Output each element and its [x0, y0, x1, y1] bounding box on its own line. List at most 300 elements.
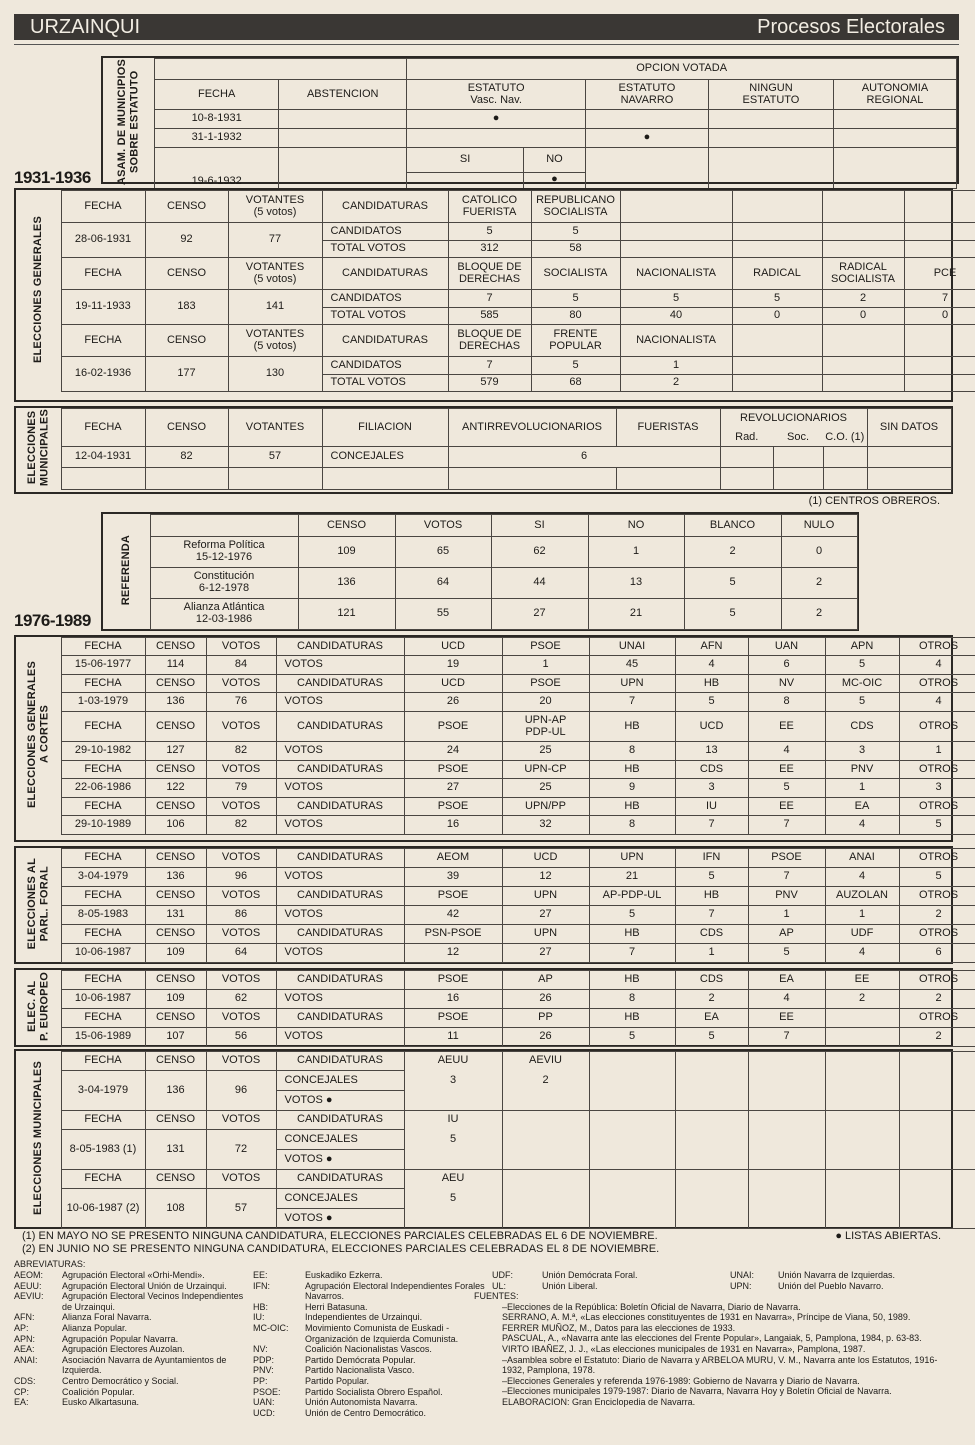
- elecciones-municipales-table: [14, 1049, 953, 1229]
- gen-1933-candidatos: [16, 290, 975, 308]
- col-header-candidaturas: CANDIDATURAS: [276, 1111, 404, 1130]
- asamblea-row-header: [103, 80, 957, 110]
- empty-cell: [589, 1170, 675, 1189]
- abbreviation-entry: [14, 1312, 244, 1323]
- empty-cell: [748, 1071, 825, 1091]
- referendum-name: Reforma Política 15-12-1976: [150, 537, 298, 568]
- table-row: [16, 191, 975, 223]
- empty-cell: [675, 1189, 748, 1209]
- empty-cell: [620, 191, 732, 223]
- empty-cell: [585, 148, 708, 189]
- votos-total-value: 96: [206, 1071, 276, 1111]
- empty-cell: [823, 468, 867, 489]
- empty-cell: [732, 325, 822, 357]
- col-header-censo: CENSO: [145, 887, 206, 906]
- empty-cell: [720, 446, 773, 467]
- party-header: HB: [589, 712, 675, 742]
- abbreviation-key: PDP:: [253, 1354, 275, 1365]
- note-1: (1) EN MAYO NO SE PRESENTO NINGUNA CANDIDATURA, ELECCIONES PARCIALES CELEBRADAS EL 6 DE NOVIEMBRE.: [22, 1230, 658, 1242]
- empty-cell: [899, 1052, 975, 1071]
- col-header-votos: VOTOS: [206, 925, 276, 944]
- party-votes-value: 3: [899, 779, 975, 798]
- party-header: PSOE: [404, 971, 502, 990]
- party-header: PSOE: [404, 798, 502, 816]
- abbreviation-value: Movimiento Comunista de Euskadi - Organización de Izquierda Comunista.: [305, 1322, 459, 1344]
- empty-cell: [823, 446, 867, 467]
- votos-value: 0: [904, 308, 975, 325]
- empty-cell: [904, 375, 975, 392]
- generales-1931-side-label-text: ELECCIONES GENERALES: [31, 215, 44, 363]
- votos-total-value: 62: [206, 990, 276, 1009]
- col-header-votos: VOTOS: [206, 712, 276, 742]
- empty-cell: [404, 1209, 502, 1229]
- party-votes-value: 2: [899, 1028, 975, 1047]
- votos-label: VOTOS: [276, 868, 404, 887]
- col-header-votantes: VOTANTES (5 votos): [228, 258, 322, 290]
- empty-cell: [620, 241, 732, 258]
- party-votes-value: 7: [748, 816, 825, 835]
- period-1976-1989: 1976-1989: [14, 611, 91, 630]
- party-header: PCE: [904, 258, 975, 290]
- empty-cell: [589, 1091, 675, 1111]
- referendum-row-1: [103, 568, 857, 599]
- party-votes-value: 39: [404, 868, 502, 887]
- party-header: PSN-PSOE: [404, 925, 502, 944]
- abbreviation-entry: [253, 1365, 493, 1376]
- abbreviations-col-3: [492, 1270, 722, 1291]
- empty-cell: [589, 1150, 675, 1170]
- party-header: RADICAL SOCIALISTA: [822, 258, 904, 290]
- party-header: PSOE: [748, 849, 825, 868]
- abbreviation-value: Eusko Alkartasuna.: [62, 1397, 140, 1408]
- foral-side-label: [16, 849, 61, 963]
- empty-cell: [899, 1071, 975, 1091]
- empty-cell: [407, 172, 524, 188]
- party-votes-value: 7: [675, 816, 748, 835]
- party-votes-value: 26: [404, 693, 502, 712]
- empty-cell: [899, 1189, 975, 1209]
- party-votes-value: 4: [825, 868, 899, 887]
- censo-value: 109: [145, 944, 206, 963]
- fuente-entry: ELABORACION: Gran Enciclopedia de Navarra.: [502, 1396, 696, 1407]
- mun31-row: [16, 446, 951, 467]
- party-header: NV: [748, 675, 825, 693]
- party-header: PNV: [748, 887, 825, 906]
- party-votes-value: 4: [825, 816, 899, 835]
- cortes-side-label-header-0: [16, 638, 975, 656]
- col-header-votos: VOTOS: [206, 849, 276, 868]
- party-votes-value: 16: [404, 990, 502, 1009]
- votos-open-lists-label: VOTOS ●: [276, 1150, 404, 1170]
- empty-cell: [773, 468, 823, 489]
- party-header: PP: [502, 1009, 589, 1028]
- censo-value: 136: [145, 868, 206, 887]
- col-header-censo: CENSO: [145, 1009, 206, 1028]
- gen-1936-candidatos: [16, 357, 975, 375]
- col-header-candidaturas: CANDIDATURAS: [276, 849, 404, 868]
- abbreviation-entry: [492, 1270, 722, 1281]
- votos-label: VOTOS: [276, 1028, 404, 1047]
- party-header: OTROS: [899, 761, 975, 779]
- party-header: AEVIU: [502, 1052, 589, 1071]
- empty-cell: [904, 223, 975, 241]
- col-header-autonomia-regional: AUTONOMIA REGIONAL: [833, 80, 956, 110]
- votos-label: VOTOS: [276, 906, 404, 925]
- europeo-side-label-header-1: [16, 1009, 975, 1028]
- empty-cell: [279, 129, 407, 148]
- party-header: HB: [589, 925, 675, 944]
- abbreviation-value: Agrupación Electores Auzolan.: [62, 1344, 185, 1355]
- concejales-value: 5: [404, 1189, 502, 1209]
- party-header: EE: [748, 798, 825, 816]
- party-votes-value: 9: [589, 779, 675, 798]
- col-header-candidaturas: CANDIDATURAS: [276, 925, 404, 944]
- empty-cell: [732, 375, 822, 392]
- party-header: OTROS: [899, 887, 975, 906]
- cortes-side-label-header-3: [16, 761, 975, 779]
- party-header: OTROS: [899, 798, 975, 816]
- col-header-fecha: FECHA: [61, 798, 145, 816]
- mun-concejales-2: [16, 1189, 975, 1209]
- concejales-value: 5: [404, 1130, 502, 1150]
- empty-cell: [825, 1209, 899, 1229]
- empty-cell: [899, 1209, 975, 1229]
- abbreviation-key: CP:: [14, 1386, 30, 1397]
- party-votes-value: 1: [825, 906, 899, 925]
- col-header-votos: VOTOS: [206, 1111, 276, 1130]
- abbreviation-value: Agrupación Popular Navarra.: [62, 1333, 179, 1344]
- votos-value: 2: [620, 375, 732, 392]
- col-header-candidaturas: CANDIDATURAS: [276, 887, 404, 906]
- votos-open-lists-label: VOTOS ●: [276, 1091, 404, 1111]
- empty-cell: [748, 1150, 825, 1170]
- abbreviation-key: HB:: [253, 1301, 269, 1312]
- censo-value: 107: [145, 1028, 206, 1047]
- note-listas-abiertas: ● LISTAS ABIERTAS.: [835, 1230, 941, 1242]
- empty-cell: [502, 1209, 589, 1229]
- date-cell: 31-1-1932: [155, 129, 279, 148]
- abbreviation-value: Euskadiko Ezkerra.: [305, 1270, 383, 1280]
- empty-cell: [825, 1052, 899, 1071]
- censo-value: 177: [145, 357, 228, 392]
- empty-cell: [904, 191, 975, 223]
- abbreviation-value: Agrupación Electoral Unión de Urzainqui.: [62, 1280, 227, 1291]
- abbreviation-entry: [253, 1376, 493, 1387]
- europeo-side-label-header-0: [16, 971, 975, 990]
- party-votes-value: 26: [502, 1028, 589, 1047]
- fuente-entry: –Elecciones municipales 1979-1987: Diario de Navarra, Navarra Hoy y Boletín Oficial de Navarra.: [502, 1386, 892, 1397]
- party-header: HB: [589, 761, 675, 779]
- footnote-centros-obreros: (1) CENTROS OBREROS.: [808, 495, 940, 507]
- empty-cell: [748, 1209, 825, 1229]
- abbreviation-entry: [14, 1334, 244, 1345]
- foral-side-label-values-2: [16, 944, 975, 963]
- fuentes-section: [474, 1291, 959, 1408]
- cortes-side-label-values-4: [16, 816, 975, 835]
- empty-cell: [585, 110, 708, 129]
- party-header: APN: [825, 638, 899, 656]
- empty-cell: [899, 1111, 975, 1130]
- party-votes-value: 4: [899, 693, 975, 712]
- table-row: [103, 515, 857, 537]
- col-header-votos: VOTOS: [206, 798, 276, 816]
- party-header: CDS: [675, 971, 748, 990]
- candidatos-value: 7: [448, 357, 531, 375]
- abbreviation-entry: [14, 1291, 244, 1312]
- party-header: REPUBLICANO SOCIALISTA: [531, 191, 620, 223]
- party-header: AP: [502, 971, 589, 990]
- candidatos-label: CANDIDATOS: [322, 290, 448, 308]
- total-votos-label: TOTAL VOTOS: [322, 375, 448, 392]
- party-votes-value: 5: [748, 944, 825, 963]
- asamblea-row-3: [103, 148, 957, 173]
- abbreviations-section: [14, 1259, 959, 1439]
- mun-header-0: [16, 1052, 975, 1071]
- party-header: AUZOLAN: [825, 887, 899, 906]
- municipales-side-label-text: ELECCIONES MUNICIPALES: [31, 1061, 44, 1216]
- party-votes-value: 5: [748, 779, 825, 798]
- empty-cell: [675, 1209, 748, 1229]
- abbreviation-value: Alianza Popular.: [62, 1322, 128, 1333]
- empty-cell: [732, 357, 822, 375]
- cortes-side-label-header-1: [16, 675, 975, 693]
- col-header-candidaturas: CANDIDATURAS: [276, 1052, 404, 1071]
- party-votes-value: 5: [899, 868, 975, 887]
- col-header-candidaturas: CANDIDATURAS: [322, 325, 448, 357]
- cortes-side-label-values-1: [16, 693, 975, 712]
- abbreviation-value: Agrupación Electoral «Orhi-Mendi».: [62, 1270, 205, 1280]
- referendum-value: 0: [781, 537, 857, 568]
- filiacion-value: CONCEJALES: [322, 446, 448, 467]
- col-header-fecha: FECHA: [61, 761, 145, 779]
- fuente-entry: –Asamblea sobre el Estatuto: Diario de Navarra y ARBELOA MURU, V. M., Navarra ante los Estatutos, 1916-1932, Pamplona, 1978.: [502, 1354, 938, 1376]
- empty-cell: [833, 148, 956, 189]
- votos-label: VOTOS: [276, 944, 404, 963]
- col-header-candidaturas: CANDIDATURAS: [276, 1009, 404, 1028]
- abbreviations-col-4: [730, 1270, 959, 1291]
- abbreviation-key: UPN:: [730, 1280, 752, 1291]
- empty-cell: [708, 148, 833, 189]
- party-header: PSOE: [502, 675, 589, 693]
- candidatos-value: 5: [620, 290, 732, 308]
- europeo-side-label-values-1: [16, 1028, 975, 1047]
- votos-value: 585: [448, 308, 531, 325]
- party-header: UPN-AP PDP-UL: [502, 712, 589, 742]
- empty-cell: [589, 1111, 675, 1130]
- party-votes-value: 2: [825, 990, 899, 1009]
- votos-total-value: 82: [206, 742, 276, 761]
- abbreviation-value: Herri Batasuna.: [305, 1301, 368, 1312]
- abbreviation-value: Alianza Foral Navarra.: [62, 1312, 152, 1323]
- censo-value: 131: [145, 1130, 206, 1170]
- empty-cell: [145, 468, 228, 489]
- party-header: PSOE: [404, 887, 502, 906]
- party-header: UPN: [502, 887, 589, 906]
- empty-cell: [825, 1091, 899, 1111]
- abbreviation-key: EA:: [14, 1397, 29, 1408]
- empty-cell: [822, 325, 904, 357]
- party-votes-value: 24: [404, 742, 502, 761]
- party-votes-value: 27: [502, 906, 589, 925]
- empty-cell: [720, 468, 773, 489]
- party-header: HB: [675, 887, 748, 906]
- referendum-value: 27: [491, 599, 588, 630]
- abbreviation-key: AEVIU:: [14, 1291, 44, 1302]
- votos-label: VOTOS: [276, 656, 404, 675]
- col-header-censo: CENSO: [145, 675, 206, 693]
- party-header: UPN-CP: [502, 761, 589, 779]
- europeo-side-label-text: ELEC. AL P. EUROPEO: [25, 972, 51, 1042]
- empty-cell: [279, 110, 407, 129]
- col-header-votos: VOTOS: [206, 971, 276, 990]
- party-header: HB: [589, 1009, 675, 1028]
- votos-total-value: 57: [206, 1189, 276, 1229]
- party-header: EE: [825, 971, 899, 990]
- party-header: AFN: [675, 638, 748, 656]
- empty-cell: [502, 1111, 589, 1130]
- col-header-censo: CENSO: [145, 1052, 206, 1071]
- abbreviation-entry: [14, 1323, 244, 1334]
- cortes-side-label-values-2: [16, 742, 975, 761]
- empty-cell: [228, 468, 322, 489]
- election-date: 15-06-1977: [61, 656, 145, 675]
- empty-cell: [732, 223, 822, 241]
- party-votes-value: 4: [825, 944, 899, 963]
- foral-side-label-text: ELECCIONES AL PARL. FORAL: [25, 858, 51, 950]
- party-header: OTROS: [899, 1009, 975, 1028]
- col-header-fecha: FECHA: [61, 712, 145, 742]
- col-header-candidaturas: CANDIDATURAS: [276, 971, 404, 990]
- cortes-side-label-header-2: [16, 712, 975, 742]
- party-votes-value: 42: [404, 906, 502, 925]
- election-date: 8-05-1983 (1): [61, 1130, 145, 1170]
- empty-cell: [732, 241, 822, 258]
- referendum-value: 2: [781, 568, 857, 599]
- elecciones-europeo-table: [14, 968, 959, 1047]
- abbreviation-entry: [14, 1270, 244, 1281]
- empty-cell: [502, 1189, 589, 1209]
- abbreviations-title: ABREVIATURAS:: [14, 1259, 86, 1269]
- col-header-candidaturas: CANDIDATURAS: [322, 191, 448, 223]
- party-header: CDS: [825, 712, 899, 742]
- col-header-votantes: VOTANTES: [228, 409, 322, 447]
- censo-value: 131: [145, 906, 206, 925]
- col-header-censo: CENSO: [145, 1111, 206, 1130]
- elecciones-municipales-1931-table: [14, 406, 953, 494]
- empty-cell: [150, 515, 298, 537]
- empty-cell: [589, 1052, 675, 1071]
- foral-side-label-header-1: [16, 887, 975, 906]
- abbreviation-key: UL:: [492, 1280, 507, 1291]
- abbreviation-key: UAN:: [253, 1397, 275, 1408]
- election-date: 1-03-1979: [61, 693, 145, 712]
- empty-cell: [833, 129, 956, 148]
- empty-cell: [748, 1091, 825, 1111]
- empty-cell: [833, 110, 956, 129]
- referendum-value: 5: [684, 599, 781, 630]
- col-header-estatuto-vasc-nav: ESTATUTO Vasc. Nav.: [407, 80, 586, 110]
- votos-label: VOTOS: [276, 742, 404, 761]
- votantes-value: 77: [228, 223, 322, 258]
- col-header-censo: CENSO: [145, 258, 228, 290]
- col-header-censo: CENSO: [145, 798, 206, 816]
- abbreviation-entry: [253, 1270, 493, 1281]
- party-votes-value: 7: [589, 693, 675, 712]
- party-votes-value: 1: [502, 656, 589, 675]
- abbreviation-value: Unión Autonomista Navarra.: [305, 1397, 418, 1408]
- abbreviation-entry: [253, 1302, 493, 1313]
- antirrevolucionarios-value: 6: [448, 446, 720, 467]
- asamblea-side-label: [103, 59, 155, 189]
- fuente-entry: –Elecciones Generales y referenda 1976-1989: Gobierno de Navarra y Diario de Navarra.: [502, 1375, 860, 1386]
- empty-cell: [502, 1170, 589, 1189]
- abbreviations-col-1: [14, 1270, 244, 1408]
- votos-total-value: 64: [206, 944, 276, 963]
- abbreviation-key: MC-OIC:: [253, 1322, 289, 1333]
- col-header-votos: VOTOS: [206, 887, 276, 906]
- party-header: RADICAL: [732, 258, 822, 290]
- abbreviation-key: NV:: [253, 1344, 268, 1355]
- empty-cell: [822, 375, 904, 392]
- empty-cell: [502, 1130, 589, 1150]
- election-date: 29-10-1982: [61, 742, 145, 761]
- party-header: AEU: [404, 1170, 502, 1189]
- party-votes-value: 32: [502, 816, 589, 835]
- party-votes-value: 5: [589, 1028, 675, 1047]
- col-header-antirrevolucionarios: ANTIRREVOLUCIONARIOS: [448, 409, 616, 447]
- referendum-row-2: [103, 599, 857, 630]
- party-votes-value: 7: [748, 1028, 825, 1047]
- empty-cell: [748, 1130, 825, 1150]
- votos-value: 312: [448, 241, 531, 258]
- abbreviation-entry: [253, 1323, 493, 1344]
- abbreviation-entry: [14, 1355, 244, 1376]
- col-header-ningun-estatuto: NINGUN ESTATUTO: [708, 80, 833, 110]
- candidatos-value: 5: [531, 357, 620, 375]
- party-votes-value: 3: [675, 779, 748, 798]
- empty-cell: [404, 1150, 502, 1170]
- abbreviation-key: AFN:: [14, 1312, 35, 1323]
- empty-cell: [675, 1150, 748, 1170]
- votos-label: VOTOS: [276, 816, 404, 835]
- empty-cell: [279, 148, 407, 189]
- cortes-side-label-values-3: [16, 779, 975, 798]
- col-header-fecha: FECHA: [61, 191, 145, 223]
- party-votes-value: 7: [748, 868, 825, 887]
- abbreviation-value: Independientes de Urzainqui.: [305, 1312, 423, 1323]
- censo-value: 127: [145, 742, 206, 761]
- empty-cell: [825, 1071, 899, 1091]
- party-header: UPN: [589, 849, 675, 868]
- referendum-value: 1: [588, 537, 684, 568]
- empty-cell: [675, 1052, 748, 1071]
- empty-cell: [589, 1209, 675, 1229]
- votantes-value: 130: [228, 357, 322, 392]
- abbreviation-entry: [253, 1397, 493, 1408]
- abbreviation-key: PNV:: [253, 1365, 274, 1376]
- col-header-votos: VOTOS: [206, 1009, 276, 1028]
- censo-value: 92: [145, 223, 228, 258]
- party-votes-value: 5: [675, 693, 748, 712]
- election-date: 10-06-1987: [61, 990, 145, 1009]
- party-votes-value: 8: [589, 990, 675, 1009]
- empty-cell: [825, 1009, 899, 1028]
- party-header: AP-PDP-UL: [589, 887, 675, 906]
- fuente-entry: FERRER MUÑOZ, M., Datos para las elecciones de 1933.: [502, 1322, 736, 1333]
- votos-open-lists-label: VOTOS ●: [276, 1209, 404, 1229]
- referenda-table: [101, 512, 859, 631]
- censo-value: 183: [145, 290, 228, 325]
